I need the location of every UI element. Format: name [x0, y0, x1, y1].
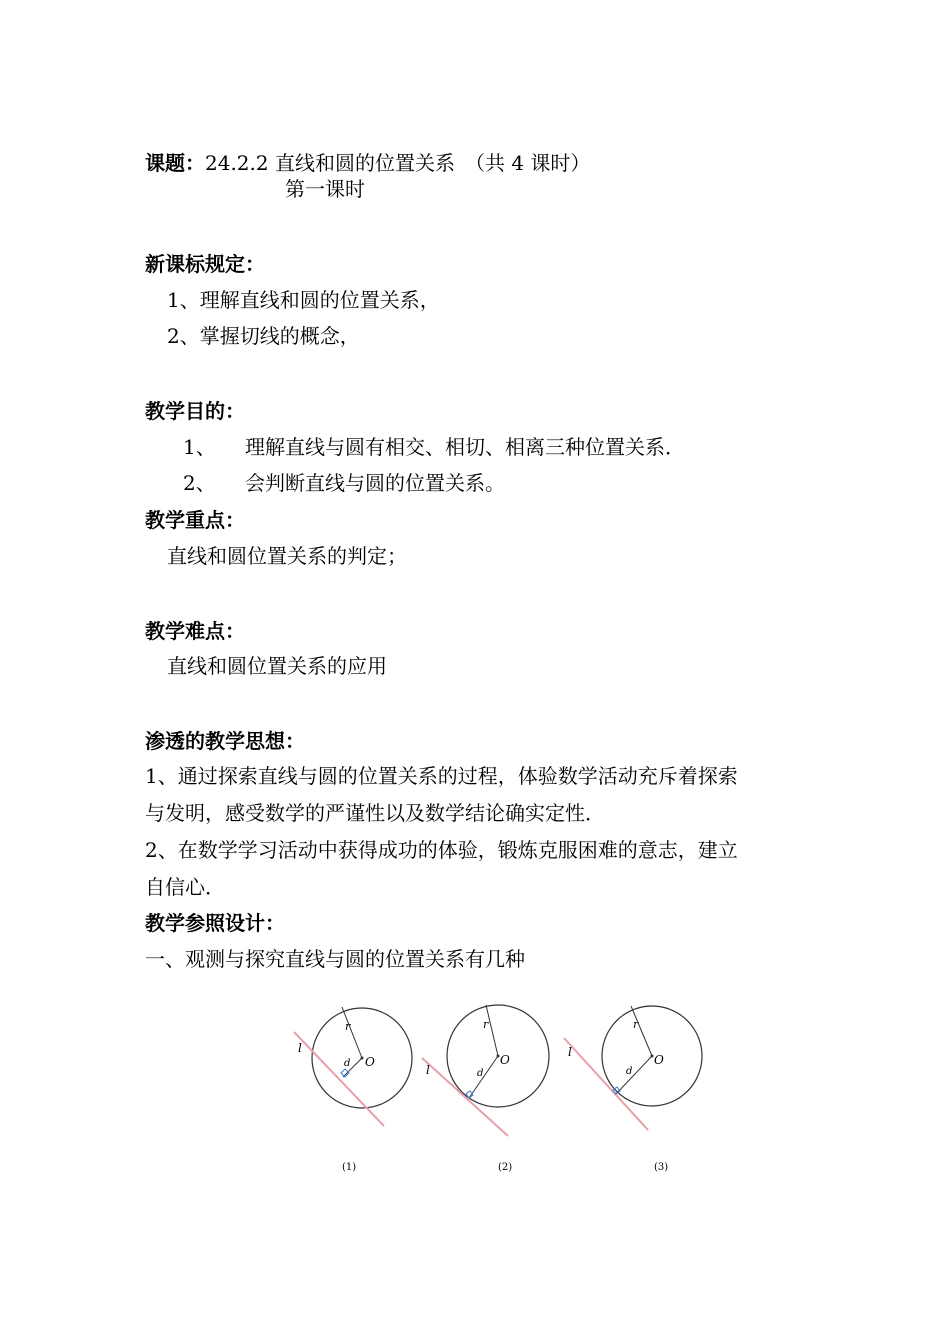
figure-3-line: [564, 1038, 648, 1130]
title-text: 24.2.2 直线和圆的位置关系 （共 4 课时）: [205, 151, 591, 175]
figure-2-label-o: O: [500, 1053, 510, 1067]
figure-3-label-o: O: [654, 1053, 664, 1067]
figure-1-line: [294, 1032, 384, 1126]
difficulty-heading: 教学难点：: [145, 619, 245, 643]
figure-2-tangent: [422, 1005, 549, 1173]
figure-1-label-r: r: [345, 1020, 351, 1033]
figure-1-center-dot: [361, 1057, 364, 1060]
figure-1-right-angle: [341, 1069, 349, 1077]
thoughts-heading: 渗透的教学思想：: [145, 729, 305, 753]
title-subtitle: 第一课时: [285, 177, 365, 201]
objectives-item-1-num: 1、: [183, 435, 216, 459]
figure-2-caption: (2): [498, 1162, 513, 1173]
standards-item-2: 2、掌握切线的概念，: [167, 324, 360, 348]
figure-3-caption: (3): [654, 1162, 669, 1173]
objectives-item-2-num: 2、: [183, 471, 216, 495]
figure-1-label-l: l: [298, 1041, 302, 1055]
objectives-item-2: [183, 470, 505, 496]
thoughts-line-3: 2、在数学学习活动中获得成功的体验，锻炼克服困难的意志，建立: [145, 838, 738, 862]
figure-1-caption: (1): [342, 1162, 357, 1173]
key-point-heading: 教学重点：: [145, 508, 245, 532]
thoughts-line-4: 自信心．: [145, 875, 225, 899]
figure-2-distance: [469, 1056, 498, 1098]
figure-1-label-o: O: [365, 1055, 375, 1069]
difficulty-text: 直线和圆位置关系的应用: [167, 654, 387, 678]
figure-3-label-d: d: [626, 1066, 633, 1077]
figure-2-label-l: l: [426, 1063, 430, 1077]
figure-2-label-r: r: [483, 1018, 489, 1031]
design-heading: 教学参照设计：: [145, 911, 285, 935]
figure-3-label-l: l: [568, 1045, 572, 1059]
title-line: [145, 150, 590, 176]
figure-3-separate: [564, 1006, 702, 1173]
standards-item-1: 1、理解直线和圆的位置关系，: [167, 288, 440, 312]
figure-1-label-d: d: [344, 1058, 351, 1069]
objectives-heading: 教学目的：: [145, 399, 245, 423]
objectives-item-2-text: 会判断直线与圆的位置关系。: [245, 471, 505, 495]
figure-3-label-r: r: [633, 1018, 639, 1031]
figure-3-distance: [616, 1056, 652, 1094]
figure-1-intersect: [294, 1007, 412, 1173]
thoughts-line-1: 1、通过探索直线与圆的位置关系的过程，体验数学活动充斥着探索: [145, 764, 738, 788]
design-section-1: 一、观测与探究直线与圆的位置关系有几种: [145, 947, 525, 971]
objectives-item-1: [183, 434, 685, 460]
thoughts-line-2: 与发明，感受数学的严谨性以及数学结论确实定性．: [145, 801, 605, 825]
key-point-text: 直线和圆位置关系的判定；: [167, 544, 407, 568]
figure-2-label-d: d: [477, 1068, 484, 1079]
circle-line-figures: [280, 990, 720, 1180]
objectives-item-1-text: 理解直线与圆有相交、相切、相离三种位置关系．: [245, 435, 685, 459]
title-label: 课题：: [145, 151, 205, 175]
figure-2-line: [422, 1058, 508, 1136]
standards-heading: 新课标规定：: [145, 252, 265, 276]
figure-3-radius: [631, 1006, 652, 1056]
